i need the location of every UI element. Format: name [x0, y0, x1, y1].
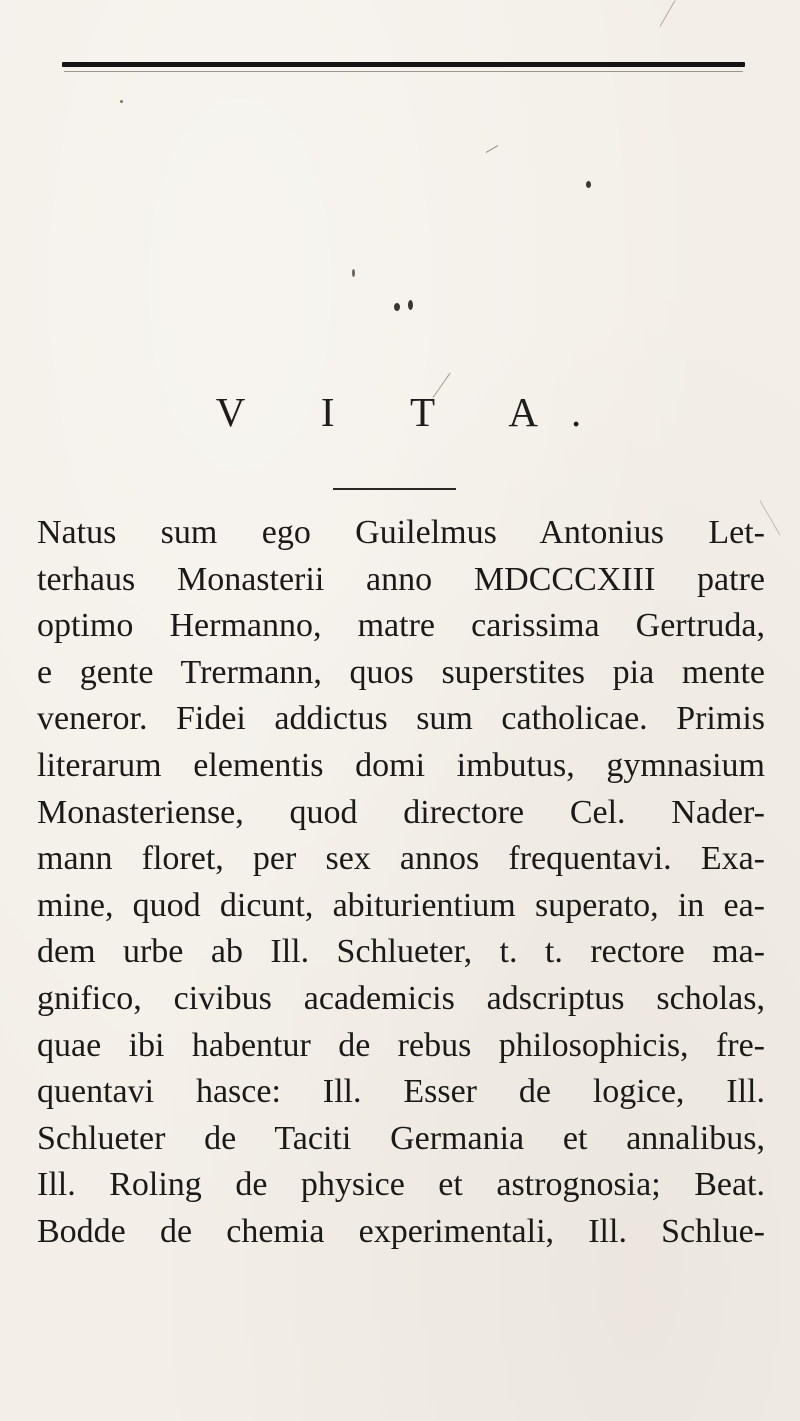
- title-divider: [333, 488, 456, 490]
- text-line: Natus sum ego Guilelmus Antonius Let-: [37, 514, 765, 551]
- text-line: Bodde de chemia experimentali, Ill. Schlue-: [37, 1212, 765, 1250]
- scan-speck: [394, 303, 400, 311]
- scan-speck: [586, 181, 591, 188]
- page-title: V I T A.: [215, 389, 615, 435]
- scan-mark: [660, 0, 676, 26]
- text-line: mann floret, per sex annos frequentavi. Exa-: [37, 840, 765, 878]
- scan-speck: [408, 300, 413, 310]
- scan-mark: [486, 145, 499, 153]
- text-line: literarum elementis domi imbutus, gymnasium: [37, 746, 765, 784]
- text-line: dem urbe ab Ill. Schlueter, t. t. rectore ma-: [37, 933, 765, 971]
- top-rule-shadow: [64, 71, 743, 72]
- text-line: terhaus Monasterii anno MDCCCXIII patre: [37, 560, 765, 598]
- scan-speck: [352, 269, 355, 277]
- text-line: e gente Trermann, quos superstites pia mente: [37, 653, 765, 691]
- biography-text: [37, 510, 765, 1256]
- text-line: optimo Hermanno, matre carissima Gertruda,: [37, 607, 765, 645]
- text-line: Schlueter de Taciti Germania et annalibus,: [37, 1119, 765, 1157]
- scan-speck: [120, 100, 123, 103]
- text-line: mine, quod dicunt, abiturientium superato, in ea-: [37, 886, 765, 924]
- text-line: Monasteriense, quod directore Cel. Nader-: [37, 793, 765, 831]
- text-line: quentavi hasce: Ill. Esser de logice, Ill.: [37, 1073, 765, 1111]
- text-line: Ill. Roling de physice et astrognosia; Beat.: [37, 1166, 765, 1204]
- text-line: veneror. Fidei addictus sum catholicae. Primis: [37, 700, 765, 738]
- text-line: quae ibi habentur de rebus philosophicis, fre-: [37, 1026, 765, 1064]
- text-line: gnifico, civibus academicis adscriptus scholas,: [37, 979, 765, 1017]
- top-rule: [62, 62, 745, 67]
